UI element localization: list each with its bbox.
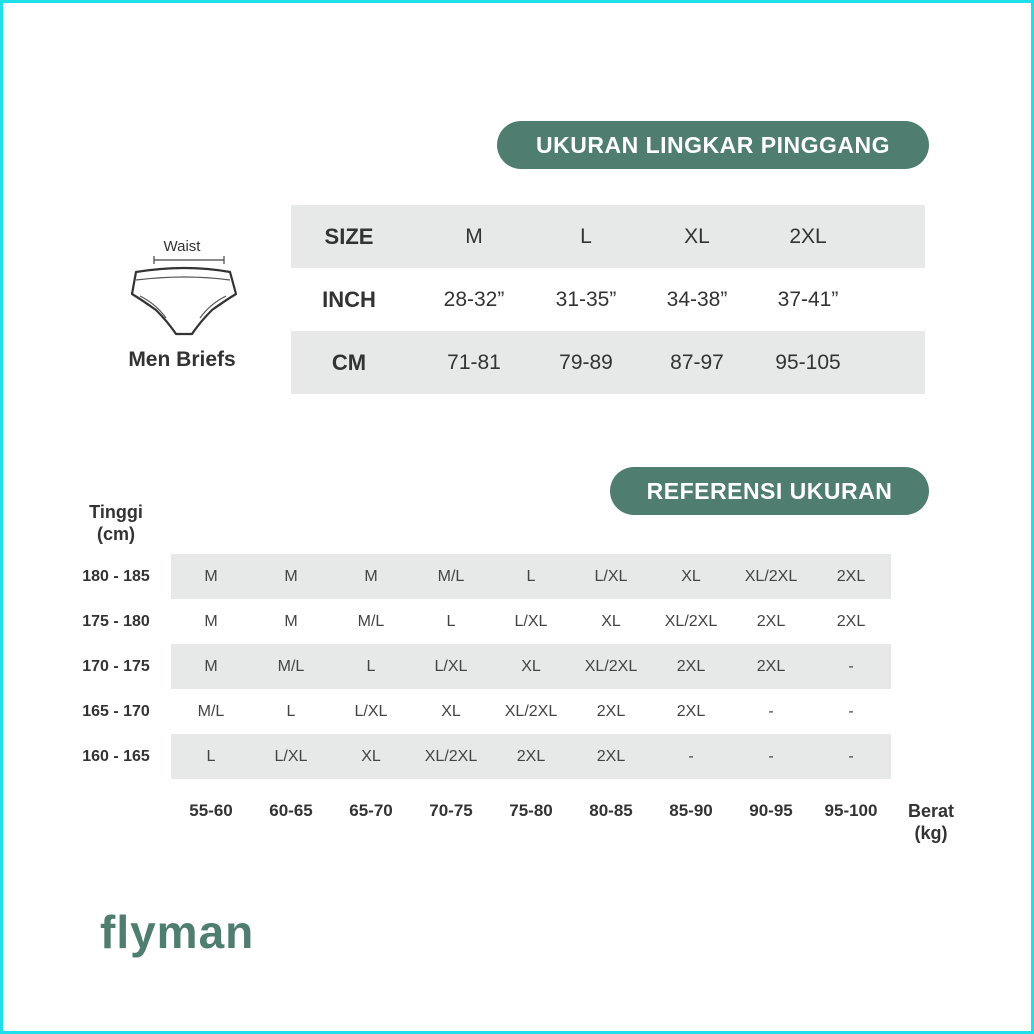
table-cell: 37-41” xyxy=(777,287,839,311)
weight-column-label: 90-95 xyxy=(749,801,793,820)
table-cell: 2XL xyxy=(676,657,706,675)
table-cell: M xyxy=(284,612,298,630)
table-cell: 2XL xyxy=(789,224,827,248)
table-cell: - xyxy=(848,657,854,675)
table-cell: XL xyxy=(684,224,710,248)
table-cell: M/L xyxy=(437,567,465,585)
table-row xyxy=(171,554,891,599)
weight-column-label: 55-60 xyxy=(189,801,233,820)
weight-label-line2: (kg) xyxy=(914,823,948,843)
table-cell: XL xyxy=(681,567,701,585)
weight-column-label: 60-65 xyxy=(269,801,313,820)
table-cell: - xyxy=(848,747,854,765)
table-cell: XL/2XL xyxy=(664,612,718,630)
table-cell: L xyxy=(206,747,216,765)
table-cell: XL/2XL xyxy=(744,567,798,585)
table-cell: L/XL xyxy=(354,702,388,720)
row-label: SIZE xyxy=(324,223,374,249)
table-cell: M xyxy=(204,657,218,675)
table-cell: XL/2XL xyxy=(504,702,558,720)
table-cell: 2XL xyxy=(676,702,706,720)
height-row-label: 165 - 170 xyxy=(82,702,150,720)
row-label: INCH xyxy=(322,286,376,312)
table-cell: 2XL xyxy=(756,657,786,675)
table-cell: - xyxy=(768,702,774,720)
waist-row-inch xyxy=(291,268,925,331)
table-cell: - xyxy=(768,747,774,765)
table-cell: 95-105 xyxy=(775,350,841,374)
height-label-line1: Tinggi xyxy=(89,502,143,522)
table-cell: 2XL xyxy=(836,612,866,630)
waist-row-size xyxy=(291,205,925,268)
table-cell: 2XL xyxy=(836,567,866,585)
table-row xyxy=(171,599,891,644)
table-cell: L xyxy=(446,612,456,630)
table-cell: XL xyxy=(441,702,461,720)
height-row-label: 180 - 185 xyxy=(82,567,150,585)
weight-axis-label xyxy=(900,800,962,844)
table-cell: 34-38” xyxy=(666,287,728,311)
product-label: Men Briefs xyxy=(128,348,236,371)
table-cell: L xyxy=(526,567,536,585)
table-cell: L/XL xyxy=(514,612,548,630)
table-cell: 79-89 xyxy=(559,350,613,374)
waist-size-header: UKURAN LINGKAR PINGGANG xyxy=(497,121,929,169)
table-cell: 2XL xyxy=(596,747,626,765)
table-cell: 2XL xyxy=(756,612,786,630)
table-cell: L xyxy=(580,224,592,248)
table-cell: 71-81 xyxy=(447,350,501,374)
table-cell: XL xyxy=(521,657,541,675)
table-cell: 2XL xyxy=(596,702,626,720)
table-cell: 87-97 xyxy=(670,350,724,374)
weight-label-line1: Berat xyxy=(907,801,955,821)
table-cell: XL/2XL xyxy=(584,657,638,675)
weight-column-label: 85-90 xyxy=(669,801,713,820)
weight-column-label: 80-85 xyxy=(589,801,633,820)
table-cell: M/L xyxy=(197,702,225,720)
weight-column-label: 75-80 xyxy=(509,801,553,820)
weight-column-label: 70-75 xyxy=(429,801,473,820)
height-row-label: 170 - 175 xyxy=(82,657,150,675)
height-row-label: 160 - 165 xyxy=(82,747,150,765)
table-row xyxy=(171,689,891,734)
table-cell: XL xyxy=(361,747,381,765)
table-cell: L/XL xyxy=(434,657,468,675)
table-cell: M xyxy=(284,567,298,585)
table-cell: L xyxy=(286,702,296,720)
weight-column-label: 95-100 xyxy=(824,801,878,820)
waist-row-cm xyxy=(291,331,925,394)
table-row xyxy=(171,734,891,779)
table-cell: XL xyxy=(601,612,621,630)
weight-column-label: 65-70 xyxy=(349,801,393,820)
brand-logo: flyman xyxy=(100,906,255,958)
table-row xyxy=(171,644,891,689)
table-cell: - xyxy=(848,702,854,720)
table-cell: M xyxy=(204,567,218,585)
table-cell: 31-35” xyxy=(555,287,617,311)
table-cell: - xyxy=(688,747,694,765)
table-cell: L/XL xyxy=(594,567,628,585)
table-cell: M xyxy=(465,224,483,248)
table-cell: M/L xyxy=(277,657,305,675)
table-cell: M xyxy=(204,612,218,630)
table-cell: L/XL xyxy=(274,747,308,765)
row-label: CM xyxy=(331,349,367,375)
table-cell: M xyxy=(364,567,378,585)
size-reference-header: REFERENSI UKURAN xyxy=(610,467,929,515)
table-cell: 2XL xyxy=(516,747,546,765)
waist-label: Waist xyxy=(163,238,201,255)
table-cell: L xyxy=(366,657,376,675)
table-cell: M/L xyxy=(357,612,385,630)
height-axis-label xyxy=(72,501,160,545)
height-row-label: 175 - 180 xyxy=(82,612,150,630)
height-label-line2: (cm) xyxy=(96,524,135,544)
table-cell: 28-32” xyxy=(443,287,505,311)
table-cell: XL/2XL xyxy=(424,747,478,765)
